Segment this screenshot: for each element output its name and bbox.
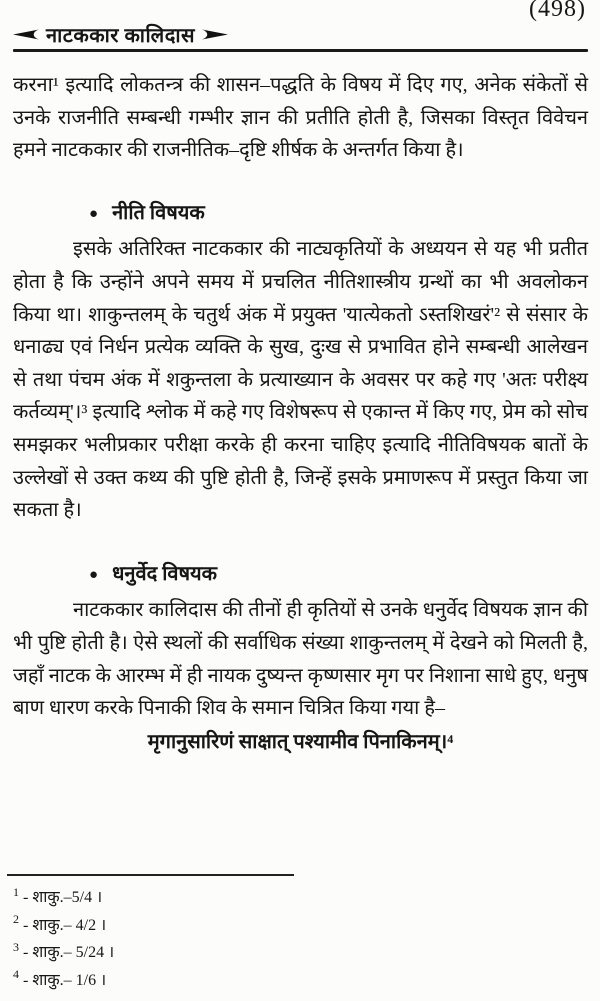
paragraph-dhanurveda: नाटककार कालिदास की तीनों ही कृतियों से उनके धनुर्वेद विषयक ज्ञान की भी पुष्टि होती है। ऐसे स्थलों की सर्वाधिक संख्या शाकुन्तलम् में देखने को मिलती है, जहाँ नाटक के आरम्भ में ही नायक दुष्यन्त कृष्णसार मृग पर निशाना साधे हुए, धनुष बाण धारण करके पिनाकी शिव के समान चित्रित किया गया है– — [13, 599, 588, 720]
footnote-4 — [13, 967, 588, 995]
page-body — [13, 52, 588, 758]
section-heading-label: धनुर्वेद विषयक — [112, 562, 218, 585]
paragraph-intro: करना¹ इत्यादि लोकतन्त्र की शासन–पद्धति के विषय में दिए गए, अनेक संकेतों से उनके राजनीति सम्बन्धी गम्भीर ज्ञान की प्रतीति होती है, जिसका विस्तृत विवेचन हमने नाटककार की राजनीतिक–दृष्टि शीर्षक के अन्तर्गत किया है। — [13, 74, 588, 162]
section-heading-label: नीति विषयक — [112, 201, 205, 224]
section-heading-dhanurveda — [13, 558, 588, 591]
footnote-text: - शाकु.– 1/6 । — [23, 971, 107, 989]
page-number: (498) — [529, 0, 586, 22]
footnote-text: - शाकु.– 4/2 । — [23, 916, 107, 934]
bullet-icon: ● — [89, 566, 99, 583]
header-ornament-right-icon — [202, 29, 228, 40]
footnote-3 — [13, 939, 588, 967]
footnote-number: 1 — [13, 884, 19, 899]
footnote-number: 2 — [13, 912, 19, 927]
footnote-2 — [13, 912, 588, 940]
footnote-1 — [13, 884, 588, 912]
sanskrit-verse: मृगानुसारिणं साक्षात् पश्यामीव पिनाकिनम्।⁴ — [147, 730, 454, 753]
running-header — [13, 22, 588, 46]
footnote-text: - शाकु.–5/4 । — [23, 889, 103, 906]
header-ornament-left-icon — [13, 29, 39, 40]
footnotes-block — [13, 874, 588, 1001]
footnote-separator-rule — [7, 874, 294, 876]
paragraph-niti: इसके अतिरिक्त नाटककार की नाट्यकृतियों के अध्ययन से यह भी प्रतीत होता है कि उन्होंने अपने समय में प्रचलित नीतिशास्त्रीय ग्रन्थों का भी अवलोकन किया था। शाकुन्तलम् के चतुर्थ अंक में प्रयुक्त 'यात्येकतो ऽस्तशिखरं'² से संसार के धनाढ्य एवं निर्धन प्रत्येक व्यक्ति के सुख, दुःख से प्रभावित होने सम्बन्धी आलेखन से तथा पंचम अंक में शकुन्तला के प्रत्याख्यान के अवसर पर कहे गए 'अतः परीक्ष्य कर्तव्यम्'।³ इत्यादि श्लोक में कहे गए विशेषरूप से एकान्त में किए गए, प्रेम को सोच समझकर भलीप्रकार परीक्षा करके ही करना चाहिए इत्यादि नीतिविषयक बातों के उल्लेखों से उक्त कथ्य की पुष्टि होती है, जिन्हें इसके प्रमाणरूप में प्रस्तुत किया जा सकता है। — [13, 238, 588, 522]
footnote-text: - शाकु.– 5/24 । — [23, 944, 115, 961]
running-header-title: नाटककार कालिदास — [46, 24, 196, 47]
footnote-number: 4 — [13, 967, 19, 982]
footnote-number: 3 — [13, 939, 19, 954]
bullet-icon: ● — [89, 205, 99, 222]
section-heading-niti — [13, 197, 588, 230]
